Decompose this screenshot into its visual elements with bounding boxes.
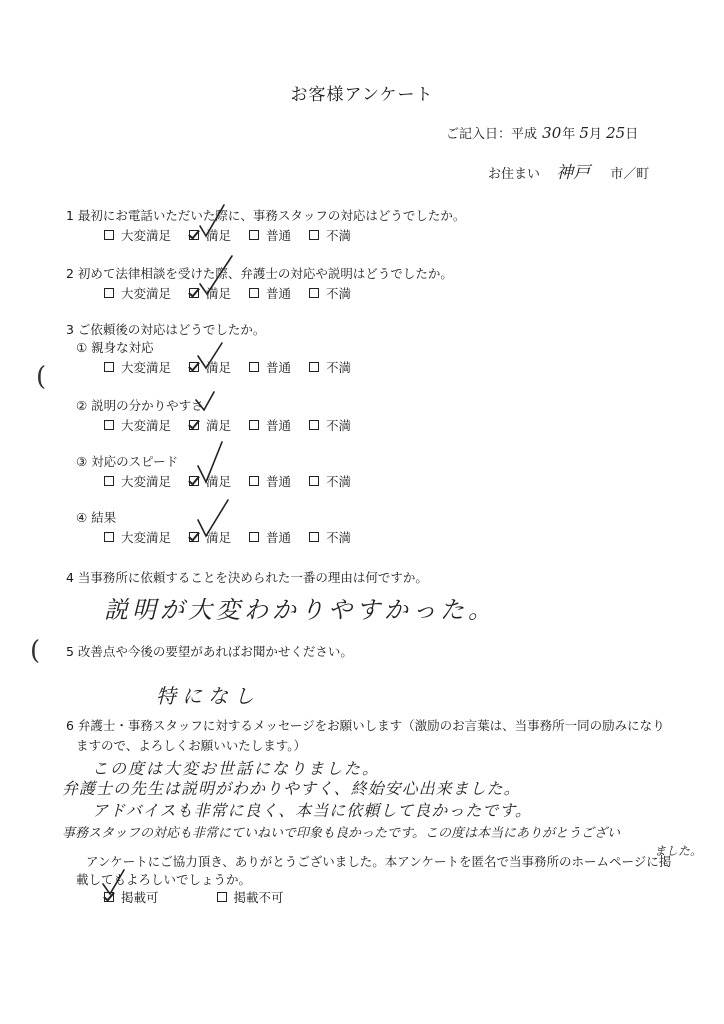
checkbox[interactable] (309, 420, 319, 430)
option-label: 普通 (266, 286, 292, 301)
q1-option-dissatisfied[interactable] (309, 226, 351, 244)
q3-4-option-very-satisfied[interactable] (104, 528, 171, 546)
checkbox-checked[interactable] (189, 288, 199, 298)
q3-sub-3-options (104, 472, 369, 490)
q3-1-option-very-satisfied[interactable] (104, 358, 171, 376)
q6-answer-line-1: この度は大変お世話になりました。 (92, 759, 381, 778)
q2-option-satisfied[interactable] (189, 284, 231, 302)
checkbox-checked[interactable] (189, 230, 199, 240)
q2-option-neutral[interactable] (249, 284, 291, 302)
address-suffix: 市／町 (610, 167, 650, 182)
publish-options (104, 888, 302, 906)
option-label: 不満 (326, 360, 352, 375)
option-label: 普通 (266, 474, 292, 489)
checkbox[interactable] (249, 532, 259, 542)
option-label: 満足 (206, 360, 232, 375)
checkbox[interactable] (104, 288, 114, 298)
option-label: 不満 (326, 228, 352, 243)
checkbox-checked[interactable] (189, 532, 199, 542)
option-label: 普通 (266, 418, 292, 433)
option-label: 普通 (266, 228, 292, 243)
option-label: 普通 (266, 530, 292, 545)
closing-line-2: 載してもよろしいでしょうか。 (76, 872, 252, 887)
q3-2-option-satisfied[interactable] (189, 416, 231, 434)
q3-3-option-very-satisfied[interactable] (104, 472, 171, 490)
q3-sub-4-label: ④ 結果 (76, 510, 117, 525)
q3-4-option-neutral[interactable] (249, 528, 291, 546)
option-label: 満足 (206, 530, 232, 545)
date-day-unit: 日 (625, 127, 639, 142)
publish-allow-option[interactable] (104, 888, 159, 906)
question-1: 1 最初にお電話いただいた際に、事務スタッフの対応はどうでしたか。 (66, 208, 466, 223)
q1-option-neutral[interactable] (249, 226, 291, 244)
question-4: 4 当事務所に依頼することを決められた一番の理由は何ですか。 (66, 570, 428, 585)
option-label: 不満 (326, 418, 352, 433)
checkbox[interactable] (249, 420, 259, 430)
q3-sub-4-options (104, 528, 369, 546)
option-label: 大変満足 (121, 530, 172, 545)
q3-2-option-dissatisfied[interactable] (309, 416, 351, 434)
address-row (488, 158, 649, 183)
q3-3-option-dissatisfied[interactable] (309, 472, 351, 490)
q3-1-option-satisfied[interactable] (189, 358, 231, 376)
checkbox[interactable] (104, 420, 114, 430)
checkbox[interactable] (249, 230, 259, 240)
question-5: 5 改善点や今後の要望があればお聞かせください。 (66, 644, 353, 659)
q6-answer-line-4: 事務スタッフの対応も非常にていねいで印象も良かったです。この度は本当にありがとうござい (62, 826, 620, 841)
option-label: 大変満足 (121, 360, 172, 375)
q1-option-very-satisfied[interactable] (104, 226, 171, 244)
question-2: 2 初めて法律相談を受けた際、弁護士の対応や説明はどうでしたか。 (66, 266, 453, 281)
page-title: お客様アンケート (290, 85, 434, 105)
option-label: 大変満足 (121, 286, 172, 301)
address-city: 神戸 (556, 163, 591, 183)
checkbox[interactable] (249, 288, 259, 298)
checkbox[interactable] (249, 362, 259, 372)
q6-answer-line-2: 弁護士の先生は説明がわかりやすく、終始安心出来ました。 (62, 779, 521, 798)
date-month-unit: 月 (588, 127, 602, 142)
option-label: 満足 (206, 286, 232, 301)
option-label: 普通 (266, 360, 292, 375)
date-label: ご記入日：平成 (446, 127, 538, 142)
checkbox[interactable] (309, 288, 319, 298)
q6-answer-line-3: アドバイスも非常に良く、本当に依頼して良かったです。 (92, 801, 532, 820)
closing-line-1: アンケートにご協力頂き、ありがとうございました。本アンケートを匿名で当事務所のホームページに掲 (86, 854, 672, 869)
q3-3-option-neutral[interactable] (249, 472, 291, 490)
q3-sub-3-label: ③ 対応のスピード (76, 454, 179, 469)
option-label: 不満 (326, 474, 352, 489)
publish-deny-option[interactable] (217, 888, 284, 906)
q2-option-very-satisfied[interactable] (104, 284, 171, 302)
option-label: 大変満足 (121, 228, 172, 243)
checkbox[interactable] (309, 532, 319, 542)
checkbox-checked[interactable] (189, 476, 199, 486)
date-day: 25 (606, 124, 626, 142)
q2-options (104, 284, 369, 302)
checkbox[interactable] (104, 230, 114, 240)
q3-sub-2-label: ② 説明の分かりやすさ (76, 398, 204, 413)
q3-2-option-neutral[interactable] (249, 416, 291, 434)
q3-sub-1-options (104, 358, 369, 376)
q6-answer-line-5: ました。 (654, 844, 703, 858)
q5-answer: 特になし (156, 684, 260, 708)
checkbox[interactable] (309, 476, 319, 486)
checkbox[interactable] (104, 476, 114, 486)
date-year: 30 (542, 124, 562, 142)
q2-option-dissatisfied[interactable] (309, 284, 351, 302)
option-label: 満足 (206, 418, 232, 433)
q3-sub-2-options (104, 416, 369, 434)
q1-option-satisfied[interactable] (189, 226, 231, 244)
option-label: 掲載不可 (233, 890, 284, 905)
checkbox[interactable] (217, 892, 227, 902)
q3-2-option-very-satisfied[interactable] (104, 416, 171, 434)
question-3: 3 ご依頼後の対応はどうでしたか。 (66, 322, 266, 337)
date-month: 5 (579, 124, 589, 142)
question-6-text: 6 弁護士・事務スタッフに対するメッセージをお願いします（激励のお言葉は、当事務所一同の励みにな (66, 718, 653, 733)
option-label: 大変満足 (121, 418, 172, 433)
q1-options (104, 226, 369, 244)
q3-4-option-satisfied[interactable] (189, 528, 231, 546)
checkbox[interactable] (104, 532, 114, 542)
option-label: 不満 (326, 530, 352, 545)
option-label: 満足 (206, 228, 232, 243)
question-6-text-end: り (652, 718, 665, 733)
checkbox-checked[interactable] (189, 420, 199, 430)
option-label: 不満 (326, 286, 352, 301)
checkbox-checked[interactable] (189, 362, 199, 372)
question-6-line-2: ますので、よろしくお願いいたします。） (76, 738, 307, 753)
date-year-unit: 年 (562, 127, 576, 142)
checkbox[interactable] (104, 362, 114, 372)
q3-4-option-dissatisfied[interactable] (309, 528, 351, 546)
q3-1-option-dissatisfied[interactable] (309, 358, 351, 376)
option-label: 満足 (206, 474, 232, 489)
date-row (446, 123, 638, 142)
q3-sub-1-label: ① 親身な対応 (76, 340, 154, 355)
checkbox[interactable] (249, 476, 259, 486)
margin-bracket: ( (36, 362, 47, 392)
q4-answer: 説明が大変わかりやすかった。 (104, 596, 496, 624)
option-label: 掲載可 (121, 890, 159, 905)
checkbox-checked[interactable] (104, 892, 114, 902)
question-6-line-1 (66, 716, 665, 734)
checkbox[interactable] (309, 362, 319, 372)
q3-3-option-satisfied[interactable] (189, 472, 231, 490)
margin-bracket: ( (30, 636, 41, 666)
q3-1-option-neutral[interactable] (249, 358, 291, 376)
checkbox[interactable] (309, 230, 319, 240)
address-label: お住まい (488, 167, 541, 182)
option-label: 大変満足 (121, 474, 172, 489)
